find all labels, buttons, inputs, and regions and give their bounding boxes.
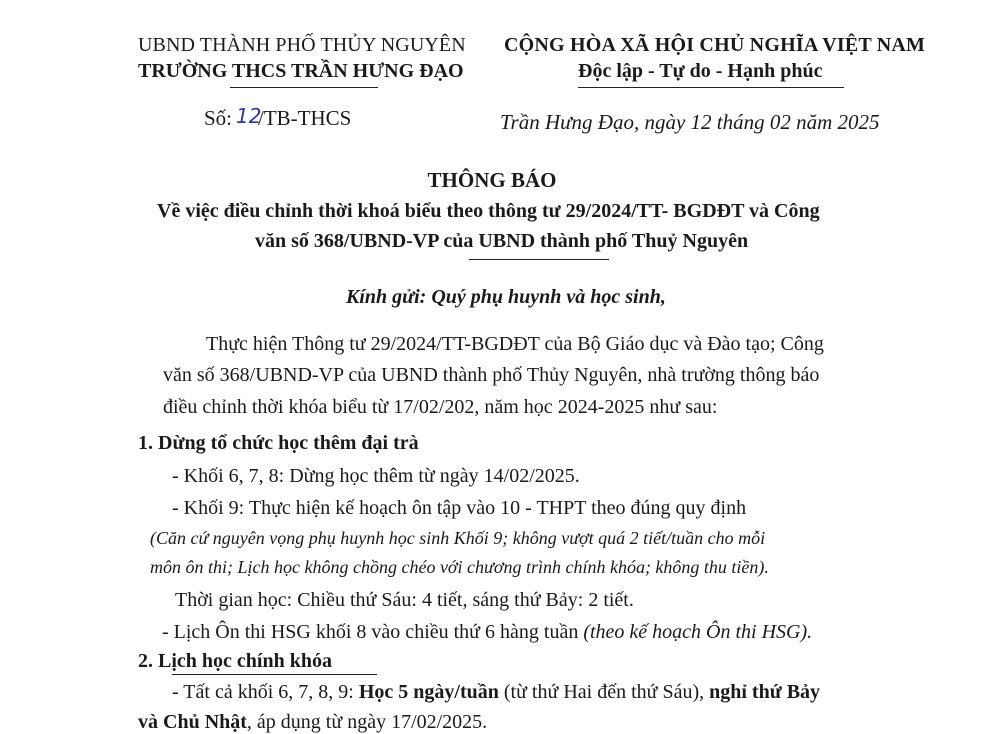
section-1-item-3 <box>162 621 812 644</box>
school-name: TRƯỜNG THCS TRẦN HƯNG ĐẠO <box>138 60 464 82</box>
reference-code: /TB-THCS <box>258 106 352 130</box>
section-2-item-1-line-1 <box>172 681 820 704</box>
intro-line-1: Thực hiện Thông tư 29/2024/TT-BGDĐT của Bộ Giáo dục và Đào tạo; Công <box>206 333 824 355</box>
section-1-note-line-2: môn ôn thi; Lịch học không chồng chéo với chương trình chính khóa; không thu tiền). <box>150 557 769 577</box>
section-2-effective-date: , áp dụng từ ngày 17/02/2025. <box>246 711 488 733</box>
section-1-item-3-note: (theo kế hoạch Ôn thi HSG). <box>583 621 813 643</box>
section-2-day-range: (từ thứ Hai đến thứ Sáu), <box>498 681 710 703</box>
title-divider <box>469 259 609 260</box>
section-1-heading: 1. Dừng tổ chức học thêm đại trà <box>138 432 419 454</box>
document-subject-line-2: văn số 368/UBND-VP của UBND thành phố Thuỷ Nguyên <box>255 230 749 252</box>
reference-handwritten-number: 12 <box>236 104 262 128</box>
header-left-divider <box>230 87 378 88</box>
header-right-divider <box>578 87 844 88</box>
greeting: Kính gửi: Quý phụ huynh và học sinh, <box>346 286 666 308</box>
place-and-date: Trần Hưng Đạo, ngày 12 tháng 02 năm 2025 <box>500 110 880 134</box>
section-1-item-1: - Khối 6, 7, 8: Dừng học thêm từ ngày 14/02/2025. <box>172 465 580 487</box>
section-2-heading: 2. Lịch học chính khóa <box>138 650 332 672</box>
national-motto: Độc lập - Tự do - Hạnh phúc <box>578 60 823 82</box>
document-title: THÔNG BÁO <box>427 168 557 192</box>
section-2-off-sunday: và Chủ Nhật <box>138 711 247 733</box>
intro-line-2: văn số 368/UBND-VP của UBND thành phố Thủy Nguyên, nhà trường thông báo <box>163 364 820 386</box>
section-2-item-1-prefix: - Tất cả khối 6, 7, 8, 9: <box>172 681 359 703</box>
document-subject-line-1: Về việc điều chỉnh thời khoá biểu theo thông tư 29/2024/TT- BGDĐT và Công <box>157 200 820 222</box>
intro-line-3: điều chỉnh thời khóa biểu từ 17/02/202, năm học 2024-2025 như sau: <box>163 396 718 418</box>
section-2-heading-underline <box>172 674 377 675</box>
section-1-schedule: Thời gian học: Chiều thứ Sáu: 4 tiết, sáng thứ Bảy: 2 tiết. <box>175 589 634 611</box>
section-2-off-saturday: nghỉ thứ Bảy <box>709 681 821 703</box>
national-title: CỘNG HÒA XÃ HỘI CHỦ NGHĨA VIỆT NAM <box>504 34 926 56</box>
issuing-authority: UBND THÀNH PHỐ THỦY NGUYÊN <box>138 34 466 56</box>
section-1-item-2: - Khối 9: Thực hiện kế hoạch ôn tập vào 10 - THPT theo đúng quy định <box>172 497 747 519</box>
reference-label: Số: <box>204 106 233 130</box>
section-2-days-per-week: Học 5 ngày/tuần <box>358 681 499 703</box>
section-1-item-3-text: - Lịch Ôn thi HSG khối 8 vào chiều thứ 6 hàng tuần <box>162 621 584 643</box>
section-1-note-line-1: (Căn cứ nguyên vọng phụ huynh học sinh Khối 9; không vượt quá 2 tiết/tuần cho mỗi <box>150 528 766 548</box>
